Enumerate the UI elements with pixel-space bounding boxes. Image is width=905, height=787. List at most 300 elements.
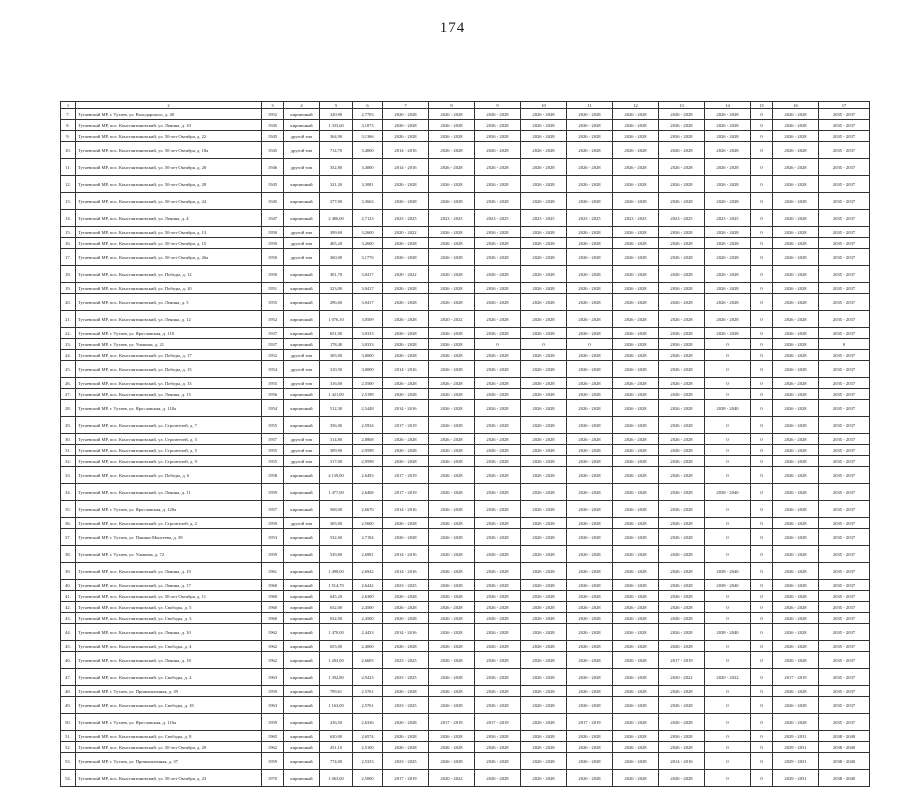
year-cell: 1937 [262, 339, 284, 350]
period-cell-16: 2026 - 2028 [773, 501, 819, 518]
period-cell-11: 2026 - 2028 [567, 580, 613, 591]
period-cell-9: 2026 - 2028 [475, 669, 521, 686]
period-cell-14: 0 [705, 529, 751, 546]
period-cell-8: 2026 - 2028 [429, 238, 475, 249]
area-cell: 352,80 [320, 159, 353, 176]
period-cell-16: 2026 - 2028 [773, 563, 819, 580]
period-cell-9: 2026 - 2028 [475, 529, 521, 546]
wall-type-cell: кирпичный [284, 339, 320, 350]
period-cell-11: 2017 - 2019 [567, 714, 613, 731]
period-cell-12: 2023 - 2025 [613, 210, 659, 227]
period-cell-8: 2026 - 2028 [429, 501, 475, 518]
period-cell-10: 2026 - 2028 [521, 501, 567, 518]
period-cell-17: 2038 - 2040 [819, 753, 870, 770]
period-cell-9: 2026 - 2028 [475, 389, 521, 400]
period-cell-10: 2026 - 2028 [521, 142, 567, 159]
period-cell-12: 2026 - 2028 [613, 238, 659, 249]
address-cell: Тутаевский МР, пос. Константиновский, ул. Свободы, д. 5 [76, 602, 262, 613]
period-cell-8: 2026 - 2028 [429, 518, 475, 529]
table-row [61, 445, 870, 456]
period-cell-7: 2026 - 2028 [383, 602, 429, 613]
coefficient-cell: 2,6493 [353, 467, 383, 484]
coefficient-cell: 2,7123 [353, 210, 383, 227]
period-cell-17: 2035 - 2037 [819, 109, 870, 120]
address-cell: Тутаевский МР, пос. Константиновский, ул. Свободы, д. 4 [76, 641, 262, 652]
year-cell: 1947 [262, 210, 284, 227]
wall-type-cell: кирпичный [284, 311, 320, 328]
area-cell: 314,80 [320, 434, 353, 445]
row-number-cell: 37. [61, 529, 76, 546]
wall-type-cell: кирпичный [284, 294, 320, 311]
period-cell-13: 2026 - 2028 [659, 770, 705, 787]
period-cell-11: 2026 - 2028 [567, 467, 613, 484]
coefficient-cell: 2,4500 [353, 602, 383, 613]
period-cell-12: 2026 - 2028 [613, 294, 659, 311]
period-cell-15: 0 [751, 249, 773, 266]
year-cell: 1951 [262, 283, 284, 294]
period-cell-16: 2026 - 2028 [773, 328, 819, 339]
period-cell-16: 2026 - 2028 [773, 518, 819, 529]
wall-type-cell: другой тип [284, 378, 320, 389]
address-cell: Тутаевский МР, пос. Константиновский, ул. Строителей, д. 7 [76, 417, 262, 434]
period-cell-9: 2026 - 2028 [475, 131, 521, 142]
period-cell-9: 2026 - 2028 [475, 742, 521, 753]
year-cell: 1959 [262, 714, 284, 731]
table-row [61, 131, 870, 142]
period-cell-7: 2026 - 2028 [383, 641, 429, 652]
period-cell-12: 2026 - 2028 [613, 467, 659, 484]
address-cell: Тутаевский МР, пос. Константиновский, ул. Ленина, д. 4 [76, 210, 262, 227]
period-cell-12: 2026 - 2028 [613, 501, 659, 518]
period-cell-15: 0 [751, 501, 773, 518]
address-cell: Тутаевский МР, пос. Константиновский, ул. Ленина, д. 12 [76, 311, 262, 328]
area-cell: 532,60 [320, 529, 353, 546]
period-cell-9: 2026 - 2028 [475, 283, 521, 294]
row-number-cell: 41. [61, 591, 76, 602]
table-row [61, 624, 870, 641]
row-number-cell: 20. [61, 294, 76, 311]
year-cell: 1946 [262, 159, 284, 176]
period-cell-7: 2014 - 2016 [383, 142, 429, 159]
period-cell-16: 2026 - 2028 [773, 339, 819, 350]
area-cell: 1 203,00 [320, 652, 353, 669]
area-cell: 320,90 [320, 109, 353, 120]
area-cell: 2 486,00 [320, 210, 353, 227]
period-cell-15: 0 [751, 176, 773, 193]
period-cell-12: 2026 - 2028 [613, 283, 659, 294]
area-cell: 655,00 [320, 641, 353, 652]
period-cell-12: 2026 - 2028 [613, 518, 659, 529]
period-cell-9: 2026 - 2028 [475, 417, 521, 434]
period-cell-14: 2038 - 2040 [705, 580, 751, 591]
period-cell-16: 2026 - 2028 [773, 529, 819, 546]
coefficient-cell: 3,0333 [353, 339, 383, 350]
period-cell-16: 2026 - 2028 [773, 131, 819, 142]
period-cell-17: 2035 - 2037 [819, 518, 870, 529]
year-cell: 1962 [262, 742, 284, 753]
row-number-cell: 23. [61, 339, 76, 350]
area-cell: 539,80 [320, 546, 353, 563]
year-cell: 1953 [262, 529, 284, 546]
period-cell-15: 0 [751, 580, 773, 591]
period-cell-17: 2035 - 2037 [819, 613, 870, 624]
period-cell-15: 0 [751, 400, 773, 417]
period-cell-17: 2035 - 2037 [819, 652, 870, 669]
period-cell-13: 2026 - 2028 [659, 120, 705, 131]
address-cell: Тутаевский МР, пос. Константиновский, ул. 50-лет Октября, д. 28 [76, 176, 262, 193]
column-header-16: 16 [773, 102, 819, 109]
coefficient-cell: 2,5000 [353, 770, 383, 787]
year-cell: 1955 [262, 294, 284, 311]
period-cell-12: 2026 - 2028 [613, 546, 659, 563]
row-number-cell: 18. [61, 266, 76, 283]
period-cell-13: 2026 - 2028 [659, 445, 705, 456]
area-cell: 310,50 [320, 361, 353, 378]
period-cell-17: 2035 - 2037 [819, 238, 870, 249]
column-header-8: 8 [429, 102, 475, 109]
period-cell-13: 2023 - 2025 [659, 210, 705, 227]
period-cell-9: 2023 - 2025 [475, 210, 521, 227]
period-cell-12: 2026 - 2028 [613, 249, 659, 266]
wall-type-cell: кирпичный [284, 669, 320, 686]
period-cell-16: 2026 - 2028 [773, 294, 819, 311]
period-cell-11: 2026 - 2028 [567, 518, 613, 529]
period-cell-7: 2017 - 2019 [383, 417, 429, 434]
period-cell-13: 2026 - 2028 [659, 591, 705, 602]
address-cell: Тутаевский МР, пос. Константиновский, ул. Победы, д. 6 [76, 467, 262, 484]
area-cell: 377,00 [320, 193, 353, 210]
period-cell-15: 0 [751, 731, 773, 742]
period-cell-10: 2026 - 2028 [521, 378, 567, 389]
wall-type-cell: кирпичный [284, 697, 320, 714]
period-cell-12: 2026 - 2028 [613, 328, 659, 339]
area-cell: 774,00 [320, 753, 353, 770]
period-cell-9: 2026 - 2028 [475, 518, 521, 529]
period-cell-15: 0 [751, 227, 773, 238]
row-number-cell: 43. [61, 613, 76, 624]
period-cell-8: 2026 - 2028 [429, 753, 475, 770]
period-cell-13: 2026 - 2028 [659, 131, 705, 142]
period-cell-9: 2026 - 2028 [475, 142, 521, 159]
table-row [61, 294, 870, 311]
period-cell-11: 2026 - 2028 [567, 669, 613, 686]
period-cell-17: 2035 - 2037 [819, 350, 870, 361]
row-number-cell: 33. [61, 467, 76, 484]
column-header-7: 7 [383, 102, 429, 109]
period-cell-7: 2026 - 2028 [383, 193, 429, 210]
area-cell: 632,00 [320, 613, 353, 624]
period-cell-15: 0 [751, 770, 773, 787]
period-cell-8: 2026 - 2028 [429, 339, 475, 350]
period-cell-16: 2026 - 2028 [773, 686, 819, 697]
area-cell: 1 333,60 [320, 120, 353, 131]
period-cell-17: 2035 - 2037 [819, 389, 870, 400]
period-cell-14: 2026 - 2028 [705, 227, 751, 238]
period-cell-12: 2026 - 2028 [613, 339, 659, 350]
period-cell-10: 2026 - 2028 [521, 580, 567, 591]
coefficient-cell: 3,0000 [353, 361, 383, 378]
coefficient-cell: 3,2600 [353, 227, 383, 238]
period-cell-16: 2026 - 2028 [773, 142, 819, 159]
period-cell-17: 2038 - 2040 [819, 742, 870, 753]
period-cell-16: 2026 - 2028 [773, 249, 819, 266]
period-cell-17: 2038 - 2040 [819, 770, 870, 787]
period-cell-9: 2026 - 2028 [475, 563, 521, 580]
period-cell-16: 2026 - 2028 [773, 714, 819, 731]
address-cell: Тутаевский МР, пос. Константиновский, ул. Ленина, д. 10 [76, 624, 262, 641]
address-cell: Тутаевский МР, г. Тутаев, ул. Ушакова, д. 21 [76, 339, 262, 350]
period-cell-10: 2026 - 2028 [521, 484, 567, 501]
address-cell: Тутаевский МР, г. Тутаев, ул. Ушакова, д. 72 [76, 546, 262, 563]
period-cell-7: 2026 - 2028 [383, 613, 429, 624]
period-cell-9: 2026 - 2028 [475, 613, 521, 624]
period-cell-15: 0 [751, 456, 773, 467]
period-cell-11: 2026 - 2028 [567, 529, 613, 546]
wall-type-cell: кирпичный [284, 417, 320, 434]
row-number-cell: 49. [61, 697, 76, 714]
period-cell-11: 0 [567, 339, 613, 350]
period-cell-10: 2026 - 2028 [521, 350, 567, 361]
period-cell-9: 2026 - 2028 [475, 159, 521, 176]
coefficient-cell: 3,0417 [353, 283, 383, 294]
wall-type-cell: другой тип [284, 142, 320, 159]
period-cell-11: 2026 - 2028 [567, 311, 613, 328]
period-cell-10: 2026 - 2028 [521, 591, 567, 602]
coefficient-cell: 2,5198 [353, 389, 383, 400]
period-cell-7: 2026 - 2028 [383, 131, 429, 142]
row-number-cell: 44. [61, 624, 76, 641]
period-cell-13: 2026 - 2028 [659, 467, 705, 484]
coefficient-cell: 3,1366 [353, 131, 383, 142]
period-cell-10: 2026 - 2028 [521, 109, 567, 120]
period-cell-10: 2026 - 2028 [521, 546, 567, 563]
period-cell-15: 0 [751, 563, 773, 580]
period-cell-12: 2026 - 2028 [613, 641, 659, 652]
period-cell-7: 2026 - 2028 [383, 350, 429, 361]
table-row [61, 378, 870, 389]
address-cell: Тутаевский МР, пос. Константиновский, ул. Ленина, д. 17 [76, 580, 262, 591]
year-cell: 1955 [262, 378, 284, 389]
coefficient-cell: 2,6336 [353, 714, 383, 731]
row-number-cell: 24. [61, 350, 76, 361]
period-cell-10: 2026 - 2028 [521, 602, 567, 613]
period-cell-12: 2026 - 2028 [613, 669, 659, 686]
wall-type-cell: кирпичный [284, 484, 320, 501]
wall-type-cell: кирпичный [284, 686, 320, 697]
period-cell-11: 2026 - 2028 [567, 624, 613, 641]
period-cell-12: 2026 - 2028 [613, 361, 659, 378]
period-cell-16: 2026 - 2028 [773, 697, 819, 714]
period-cell-7: 2026 - 2028 [383, 456, 429, 467]
period-cell-16: 2026 - 2028 [773, 350, 819, 361]
table-row [61, 753, 870, 770]
period-cell-7: 2026 - 2028 [383, 529, 429, 546]
row-number-cell: 31. [61, 445, 76, 456]
coefficient-cell: 2,4000 [353, 641, 383, 652]
table-row [61, 456, 870, 467]
period-cell-9: 2026 - 2028 [475, 400, 521, 417]
address-cell: Тутаевский МР, пос. Константиновский, ул. 50-лет Октября, д. 15 [76, 238, 262, 249]
area-cell: 296,60 [320, 294, 353, 311]
period-cell-11: 2026 - 2028 [567, 456, 613, 467]
period-cell-16: 2026 - 2028 [773, 159, 819, 176]
area-cell: 645,20 [320, 591, 353, 602]
period-cell-13: 2026 - 2028 [659, 266, 705, 283]
table-row [61, 176, 870, 193]
coefficient-cell: 2,6942 [353, 563, 383, 580]
period-cell-14: 0 [705, 445, 751, 456]
period-cell-11: 2026 - 2028 [567, 249, 613, 266]
period-cell-14: 2026 - 2028 [705, 311, 751, 328]
period-cell-10: 2026 - 2028 [521, 131, 567, 142]
period-cell-11: 2026 - 2028 [567, 159, 613, 176]
period-cell-8: 2026 - 2028 [429, 731, 475, 742]
year-cell: 1961 [262, 563, 284, 580]
period-cell-12: 2026 - 2028 [613, 109, 659, 120]
period-cell-8: 2026 - 2028 [429, 227, 475, 238]
period-cell-11: 2026 - 2028 [567, 176, 613, 193]
period-cell-7: 2026 - 2028 [383, 120, 429, 131]
area-cell: 1 063,00 [320, 770, 353, 787]
period-cell-15: 0 [751, 294, 773, 311]
area-cell: 620,00 [320, 731, 353, 742]
column-header-15: 15 [751, 102, 773, 109]
coefficient-cell: 2,7703 [353, 109, 383, 120]
period-cell-9: 2026 - 2028 [475, 109, 521, 120]
period-cell-17: 2035 - 2037 [819, 142, 870, 159]
row-number-cell: 38. [61, 546, 76, 563]
address-cell: Тутаевский МР, г. Тутаев, ул. Промышленная, д. 37 [76, 753, 262, 770]
column-header-9: 9 [475, 102, 521, 109]
row-number-cell: 40. [61, 580, 76, 591]
coefficient-cell: 3,0417 [353, 294, 383, 311]
period-cell-7: 2026 - 2028 [383, 339, 429, 350]
period-cell-7: 2014 - 2016 [383, 400, 429, 417]
period-cell-8: 2026 - 2028 [429, 456, 475, 467]
period-cell-8: 2026 - 2028 [429, 742, 475, 753]
row-number-cell: 19. [61, 283, 76, 294]
period-cell-15: 0 [751, 641, 773, 652]
row-number-cell: 25. [61, 361, 76, 378]
period-cell-16: 2026 - 2028 [773, 613, 819, 624]
period-cell-17: 2035 - 2037 [819, 714, 870, 731]
period-cell-8: 2026 - 2028 [429, 652, 475, 669]
period-cell-10: 2023 - 2025 [521, 210, 567, 227]
period-cell-17: 2035 - 2037 [819, 311, 870, 328]
period-cell-9: 2026 - 2028 [475, 731, 521, 742]
period-cell-11: 2026 - 2028 [567, 361, 613, 378]
year-cell: 1945 [262, 142, 284, 159]
period-cell-9: 2026 - 2028 [475, 328, 521, 339]
period-cell-10: 2026 - 2028 [521, 266, 567, 283]
period-cell-14: 2026 - 2028 [705, 294, 751, 311]
period-cell-8: 2026 - 2028 [429, 193, 475, 210]
wall-type-cell: кирпичный [284, 501, 320, 518]
period-cell-10: 2026 - 2028 [521, 389, 567, 400]
period-cell-9: 2026 - 2028 [475, 602, 521, 613]
year-cell: 1959 [262, 546, 284, 563]
period-cell-7: 2026 - 2028 [383, 518, 429, 529]
period-cell-14: 0 [705, 753, 751, 770]
period-cell-9: 2026 - 2028 [475, 624, 521, 641]
period-cell-15: 0 [751, 339, 773, 350]
wall-type-cell: другой тип [284, 518, 320, 529]
period-cell-15: 0 [751, 109, 773, 120]
period-cell-13: 2026 - 2028 [659, 697, 705, 714]
schedule-table-container [60, 101, 870, 787]
table-row [61, 731, 870, 742]
area-cell: 360,00 [320, 249, 353, 266]
period-cell-13: 2017 - 2019 [659, 652, 705, 669]
period-cell-9: 2026 - 2028 [475, 294, 521, 311]
period-cell-13: 2026 - 2028 [659, 641, 705, 652]
row-number-cell: 32. [61, 456, 76, 467]
table-row [61, 361, 870, 378]
period-cell-17: 2035 - 2037 [819, 378, 870, 389]
column-header-13: 13 [659, 102, 705, 109]
table-row [61, 669, 870, 686]
period-cell-16: 2026 - 2028 [773, 266, 819, 283]
area-cell: 1 421,00 [320, 389, 353, 400]
row-number-cell: 39. [61, 563, 76, 580]
coefficient-cell: 3,2600 [353, 238, 383, 249]
period-cell-9: 2026 - 2028 [475, 120, 521, 131]
column-header-4: 4 [284, 102, 320, 109]
period-cell-12: 2026 - 2028 [613, 742, 659, 753]
column-header-10: 10 [521, 102, 567, 109]
coefficient-cell: 2,6300 [353, 591, 383, 602]
period-cell-15: 0 [751, 518, 773, 529]
schedule-table [60, 101, 870, 787]
table-row [61, 714, 870, 731]
period-cell-9: 2026 - 2028 [475, 193, 521, 210]
period-cell-13: 2026 - 2028 [659, 742, 705, 753]
area-cell: 1 076,10 [320, 311, 353, 328]
year-cell: 1960 [262, 613, 284, 624]
period-cell-16: 2029 - 2031 [773, 770, 819, 787]
row-number-cell: 12. [61, 176, 76, 193]
period-cell-9: 2026 - 2028 [475, 227, 521, 238]
period-cell-9: 2026 - 2028 [475, 546, 521, 563]
coefficient-cell: 3,0509 [353, 311, 383, 328]
period-cell-9: 2026 - 2028 [475, 311, 521, 328]
address-cell: Тутаевский МР, пос. Константиновский, ул. 50-лет Октября, д. 13 [76, 227, 262, 238]
period-cell-16: 2026 - 2028 [773, 641, 819, 652]
period-cell-9: 2026 - 2028 [475, 641, 521, 652]
address-cell: Тутаевский МР, пос. Константиновский, ул. Победы, д. 10 [76, 283, 262, 294]
period-cell-16: 2026 - 2028 [773, 467, 819, 484]
coefficient-cell: 2,6670 [353, 501, 383, 518]
period-cell-10: 2026 - 2028 [521, 714, 567, 731]
table-row [61, 311, 870, 328]
wall-type-cell: кирпичный [284, 467, 320, 484]
period-cell-7: 2023 - 2025 [383, 753, 429, 770]
row-number-cell: 46. [61, 652, 76, 669]
year-cell: 1959 [262, 686, 284, 697]
coefficient-cell: 2,6605 [353, 652, 383, 669]
period-cell-14: 2026 - 2028 [705, 176, 751, 193]
period-cell-16: 2026 - 2028 [773, 193, 819, 210]
period-cell-16: 2026 - 2028 [773, 227, 819, 238]
wall-type-cell: кирпичный [284, 210, 320, 227]
wall-type-cell: другой тип [284, 249, 320, 266]
table-row [61, 770, 870, 787]
wall-type-cell: кирпичный [284, 580, 320, 591]
wall-type-cell: кирпичный [284, 546, 320, 563]
period-cell-16: 2026 - 2028 [773, 602, 819, 613]
period-cell-9: 2026 - 2028 [475, 697, 521, 714]
period-cell-16: 2026 - 2028 [773, 591, 819, 602]
